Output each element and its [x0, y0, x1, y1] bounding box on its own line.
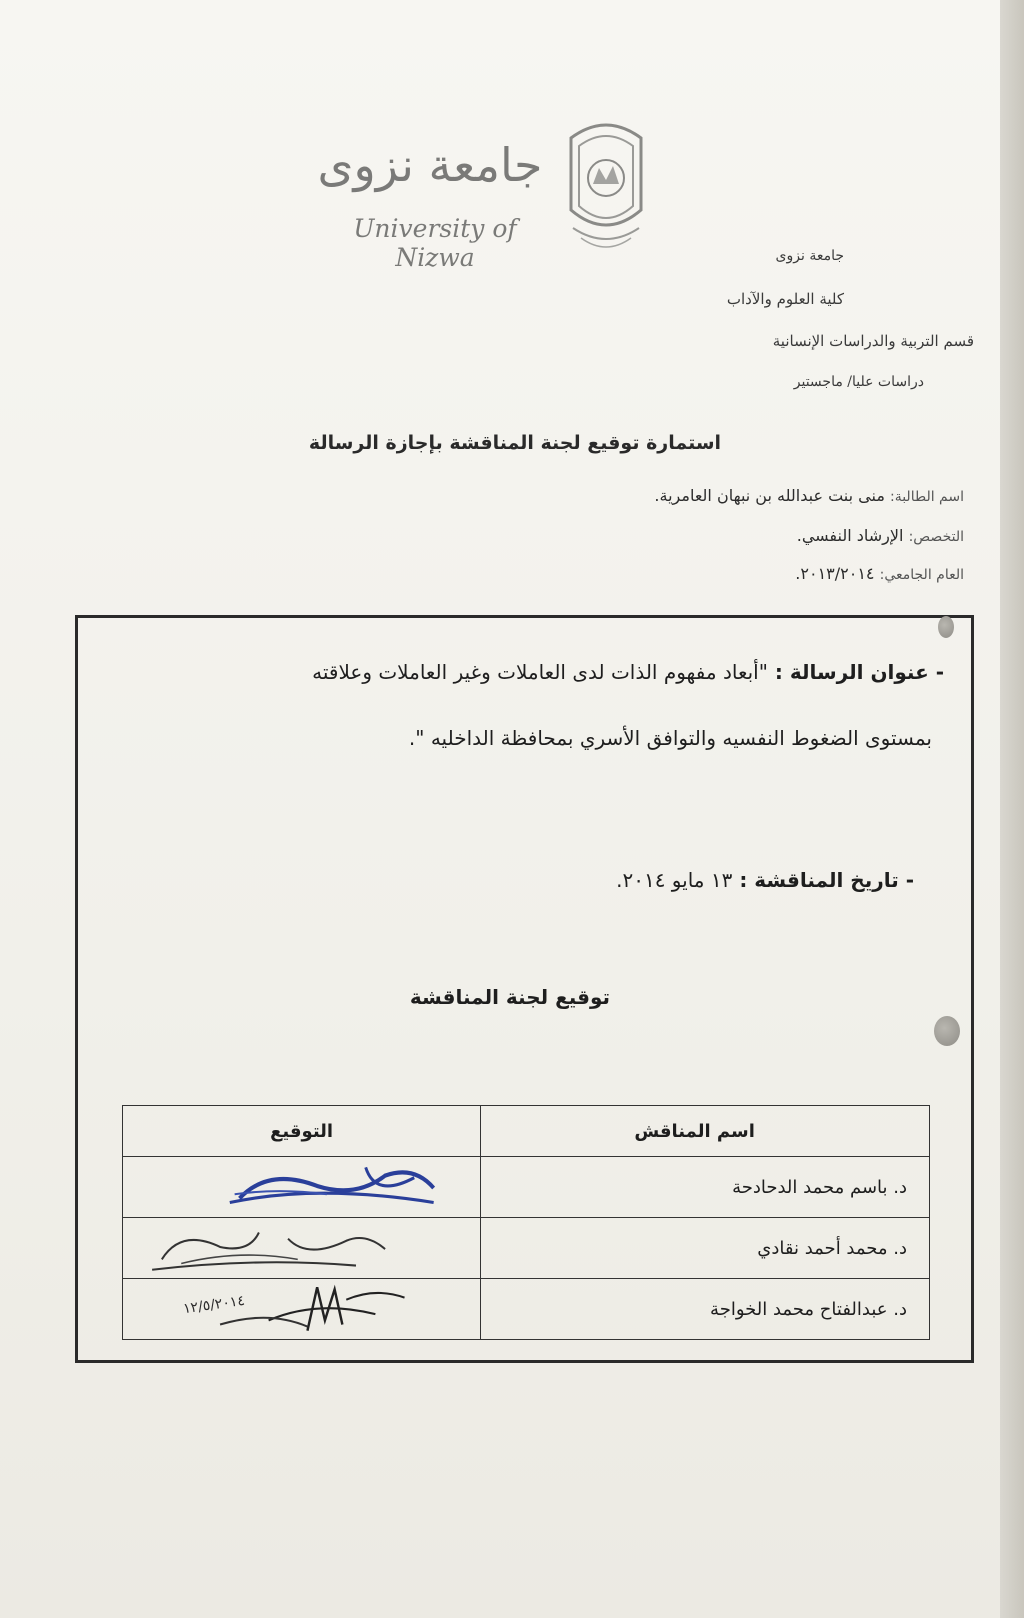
thesis-title-label: - عنوان الرسالة :: [774, 660, 944, 684]
committee-title: توقيع لجنة المناقشة: [409, 985, 611, 1009]
col-header-signature: التوقيع: [123, 1106, 481, 1157]
defense-date-line: [314, 868, 914, 892]
col-header-name: اسم المناقش: [481, 1106, 930, 1157]
thesis-title-line1: [164, 660, 944, 684]
year-label: العام الجامعي:: [879, 567, 964, 583]
punch-hole-top: [938, 616, 954, 638]
table-row: [123, 1279, 930, 1340]
major-value: الإرشاد النفسي.: [796, 526, 904, 545]
handwritten-signature-3: [123, 1279, 480, 1339]
year-value: ٢٠١٣/٢٠١٤.: [795, 564, 875, 583]
handwritten-signature-1: [123, 1157, 480, 1217]
signature-cell: [123, 1157, 481, 1218]
year-field: [795, 564, 964, 583]
table-row: [123, 1218, 930, 1279]
logo-arabic-text: جامعة نزوى: [317, 138, 543, 192]
signature-date-note: ١٢/٥/٢٠١٤: [182, 1292, 246, 1318]
member-name: د. باسم محمد الدحادحة: [481, 1157, 930, 1218]
punch-hole-bottom: [934, 1016, 960, 1046]
major-label: التخصص:: [908, 529, 964, 545]
form-title: استمارة توقيع لجنة المناقشة بإجازة الرسالة: [308, 432, 722, 454]
department-name: قسم التربية والدراسات الإنسانية: [772, 332, 974, 350]
table-header-row: [123, 1106, 930, 1157]
member-name: د. عبدالفتاح محمد الخواجة: [481, 1279, 930, 1340]
handwritten-signature-2: [123, 1218, 480, 1278]
committee-table: [122, 1105, 930, 1340]
thesis-title-text-1: "أبعاد مفهوم الذات لدى العاملات وغير العاملات وعلاقته: [312, 660, 768, 684]
signature-cell: [123, 1279, 481, 1340]
major-field: [797, 526, 964, 545]
university-name: جامعة نزوى: [775, 248, 844, 264]
member-name: د. محمد أحمد نقادي: [481, 1218, 930, 1279]
signature-cell: [123, 1218, 481, 1279]
student-name: منى بنت عبدالله بن نبهان العامرية.: [654, 486, 885, 505]
defense-date-label: - تاريخ المناقشة :: [739, 868, 914, 892]
college-name: كلية العلوم والآداب: [726, 290, 844, 308]
page-edge: [1000, 0, 1024, 1618]
university-logo: [315, 118, 655, 272]
program-name: دراسات عليا/ ماجستير: [793, 374, 924, 390]
defense-date-value: ١٣ مايو ٢٠١٤.: [616, 868, 733, 892]
student-field: [654, 486, 964, 505]
student-label: اسم الطالبة:: [889, 489, 964, 505]
logo-english-text: University of Nizwa: [353, 214, 517, 272]
thesis-title-text-2: بمستوى الضغوط النفسيه والتوافق الأسري بمحافظة الداخليه ".: [408, 726, 932, 750]
university-emblem-icon: [563, 118, 649, 258]
table-row: [123, 1157, 930, 1218]
